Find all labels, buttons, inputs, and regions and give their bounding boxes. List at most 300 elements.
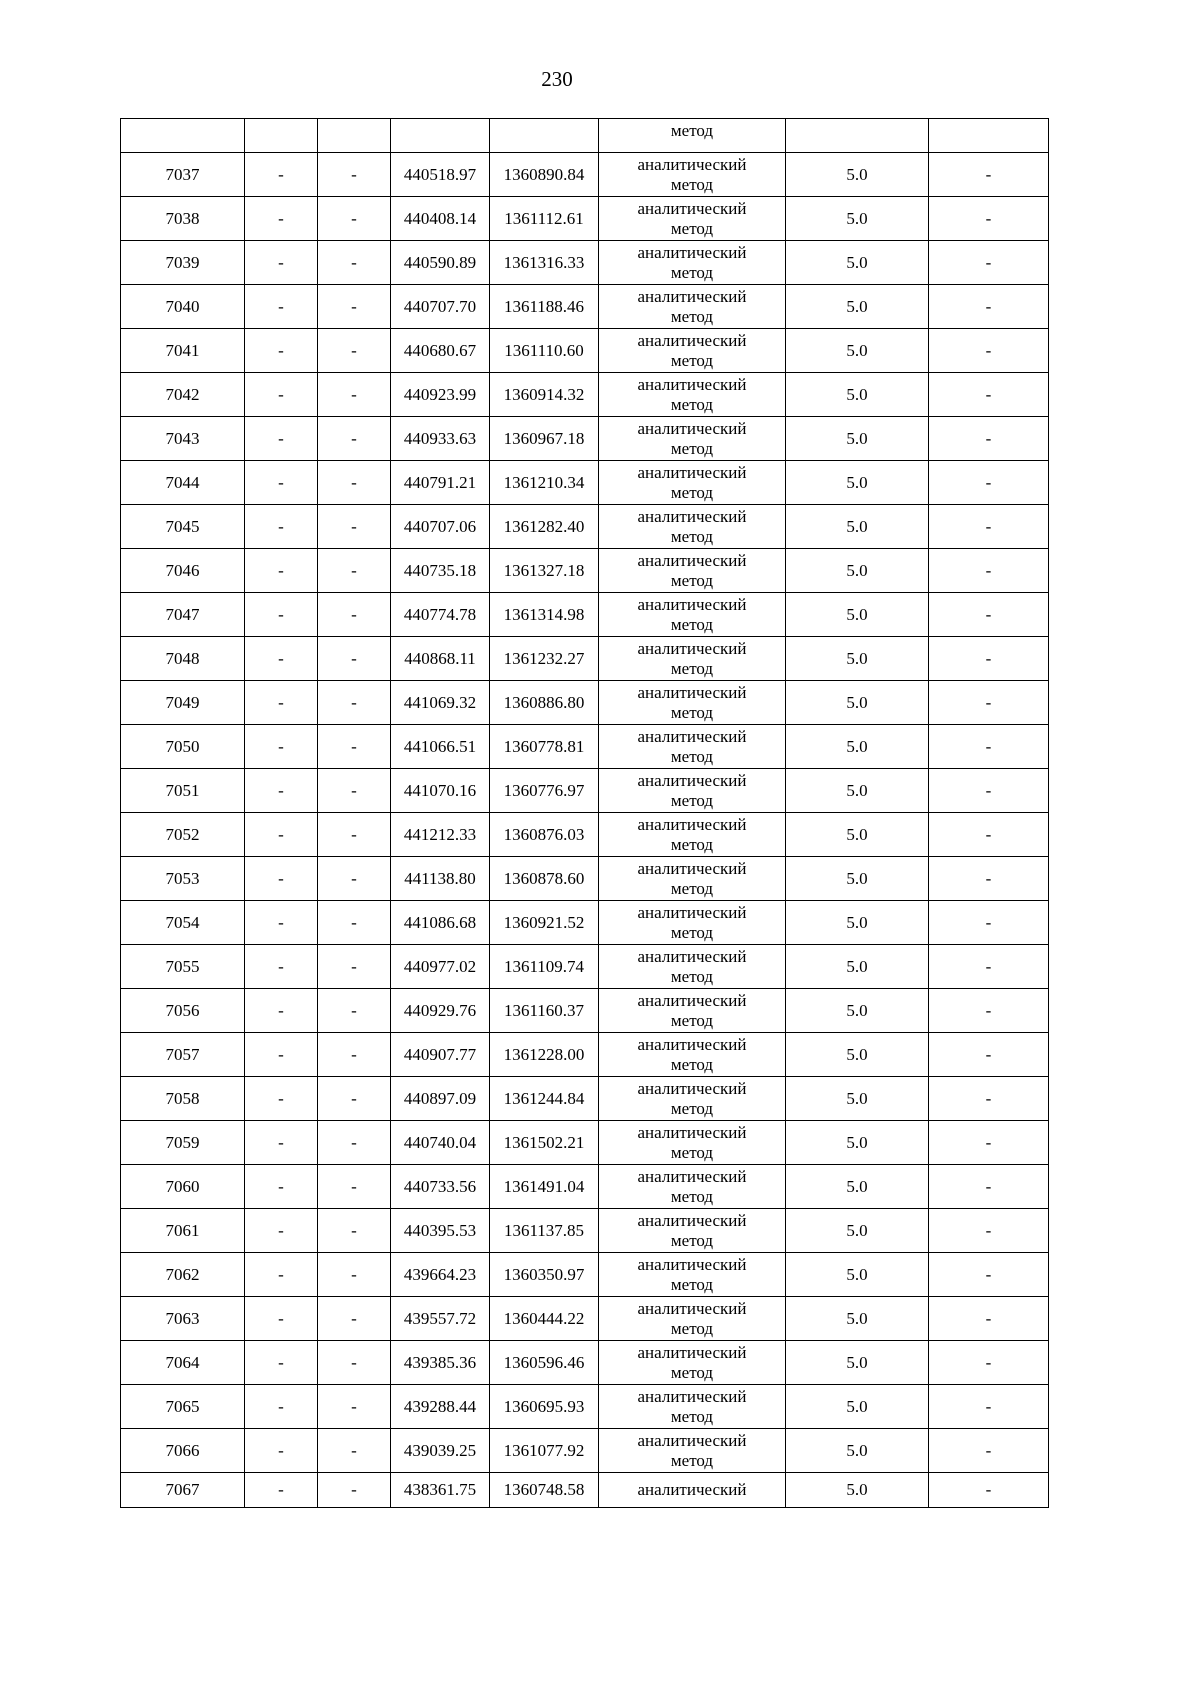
method-line-2: метод (670, 658, 714, 678)
accuracy-cell: 5.0 (786, 857, 929, 901)
method-line-1: аналитический (637, 726, 747, 746)
dash-cell: - (929, 197, 1049, 241)
method-line-2: метод (670, 526, 714, 546)
method-line-1: аналитический (637, 990, 747, 1010)
point-id-cell: 7048 (121, 637, 245, 681)
method-line-2: метод (670, 570, 714, 590)
point-id-cell: 7054 (121, 901, 245, 945)
dash-cell: - (929, 1121, 1049, 1165)
point-id-cell: 7062 (121, 1253, 245, 1297)
point-id-cell: 7056 (121, 989, 245, 1033)
x-coordinate-cell: 440977.02 (391, 945, 490, 989)
table-row (121, 285, 1049, 329)
method-line-2: метод (670, 1406, 714, 1426)
y-coordinate-cell: 1360876.03 (490, 813, 599, 857)
dash-cell: - (245, 1209, 318, 1253)
method-cell (599, 1121, 786, 1165)
table-cell (391, 119, 490, 153)
accuracy-cell: 5.0 (786, 197, 929, 241)
accuracy-cell: 5.0 (786, 505, 929, 549)
method-cell (599, 989, 786, 1033)
dash-cell: - (929, 1209, 1049, 1253)
method-line-1: аналитический (637, 902, 747, 922)
table-row (121, 681, 1049, 725)
method-line-1: аналитический (637, 1254, 747, 1274)
point-id-cell: 7043 (121, 417, 245, 461)
method-cell (599, 945, 786, 989)
point-id-cell: 7038 (121, 197, 245, 241)
x-coordinate-cell: 439664.23 (391, 1253, 490, 1297)
dash-cell: - (318, 1429, 391, 1473)
table-row (121, 901, 1049, 945)
dash-cell: - (929, 1165, 1049, 1209)
y-coordinate-cell: 1360886.80 (490, 681, 599, 725)
method-line-2: метод (670, 1230, 714, 1250)
dash-cell: - (318, 681, 391, 725)
y-coordinate-cell: 1360914.32 (490, 373, 599, 417)
dash-cell: - (245, 813, 318, 857)
dash-cell: - (929, 417, 1049, 461)
dash-cell: - (318, 1297, 391, 1341)
dash-cell: - (245, 1297, 318, 1341)
method-line-1: аналитический (637, 198, 747, 218)
y-coordinate-cell: 1361316.33 (490, 241, 599, 285)
dash-cell: - (245, 1385, 318, 1429)
point-id-cell: 7061 (121, 1209, 245, 1253)
x-coordinate-cell: 440933.63 (391, 417, 490, 461)
table-row (121, 549, 1049, 593)
method-cell (599, 197, 786, 241)
dash-cell: - (929, 637, 1049, 681)
x-coordinate-cell: 438361.75 (391, 1473, 490, 1508)
point-id-cell: 7044 (121, 461, 245, 505)
method-cell (599, 1209, 786, 1253)
accuracy-cell: 5.0 (786, 373, 929, 417)
x-coordinate-cell: 441212.33 (391, 813, 490, 857)
x-coordinate-cell: 440707.70 (391, 285, 490, 329)
x-coordinate-cell: 441138.80 (391, 857, 490, 901)
x-coordinate-cell: 439557.72 (391, 1297, 490, 1341)
dash-cell: - (318, 901, 391, 945)
table-row (121, 1033, 1049, 1077)
method-line-2: метод (670, 1010, 714, 1030)
accuracy-cell: 5.0 (786, 1165, 929, 1209)
accuracy-cell: 5.0 (786, 241, 929, 285)
dash-cell: - (245, 1077, 318, 1121)
dash-cell: - (245, 637, 318, 681)
dash-cell: - (929, 857, 1049, 901)
method-line-1: аналитический (637, 374, 747, 394)
dash-cell: - (318, 329, 391, 373)
x-coordinate-cell: 440923.99 (391, 373, 490, 417)
dash-cell: - (318, 1165, 391, 1209)
accuracy-cell: 5.0 (786, 153, 929, 197)
accuracy-cell: 5.0 (786, 1385, 929, 1429)
point-id-cell: 7065 (121, 1385, 245, 1429)
dash-cell: - (245, 1033, 318, 1077)
method-cell (599, 549, 786, 593)
method-cell (599, 417, 786, 461)
y-coordinate-cell: 1361188.46 (490, 285, 599, 329)
table-row (121, 197, 1049, 241)
method-line-1: аналитический (637, 1480, 747, 1499)
y-coordinate-cell: 1361327.18 (490, 549, 599, 593)
dash-cell: - (929, 901, 1049, 945)
method-cell (599, 637, 786, 681)
dash-cell: - (245, 593, 318, 637)
method-line-2: метод (670, 1362, 714, 1382)
dash-cell: - (929, 945, 1049, 989)
y-coordinate-cell: 1360596.46 (490, 1341, 599, 1385)
accuracy-cell: 5.0 (786, 1209, 929, 1253)
x-coordinate-cell: 440907.77 (391, 1033, 490, 1077)
dash-cell: - (318, 637, 391, 681)
dash-cell: - (318, 153, 391, 197)
dash-cell: - (245, 153, 318, 197)
table-row (121, 769, 1049, 813)
method-cell (599, 593, 786, 637)
accuracy-cell: 5.0 (786, 1297, 929, 1341)
dash-cell: - (318, 857, 391, 901)
accuracy-cell: 5.0 (786, 945, 929, 989)
method-cell (599, 373, 786, 417)
x-coordinate-cell: 440774.78 (391, 593, 490, 637)
y-coordinate-cell: 1360748.58 (490, 1473, 599, 1508)
dash-cell: - (929, 1297, 1049, 1341)
table-row (121, 637, 1049, 681)
accuracy-cell: 5.0 (786, 1429, 929, 1473)
dash-cell: - (929, 505, 1049, 549)
dash-cell: - (318, 1341, 391, 1385)
accuracy-cell: 5.0 (786, 461, 929, 505)
dash-cell: - (929, 373, 1049, 417)
method-cell (599, 769, 786, 813)
point-id-cell: 7037 (121, 153, 245, 197)
method-line-1: аналитический (637, 770, 747, 790)
method-cell (599, 1429, 786, 1473)
method-line-2: метод (670, 1098, 714, 1118)
table-row (121, 505, 1049, 549)
table-row (121, 1429, 1049, 1473)
dash-cell: - (318, 945, 391, 989)
coordinates-table (120, 118, 1049, 1508)
dash-cell: - (245, 461, 318, 505)
dash-cell: - (245, 1341, 318, 1385)
dash-cell: - (318, 1033, 391, 1077)
method-line-2: метод (670, 174, 714, 194)
method-line-2: метод (670, 746, 714, 766)
method-cell (599, 1033, 786, 1077)
page-number: 230 (541, 67, 573, 91)
table-row (121, 1385, 1049, 1429)
accuracy-cell: 5.0 (786, 901, 929, 945)
y-coordinate-cell: 1361244.84 (490, 1077, 599, 1121)
method-cell (599, 813, 786, 857)
method-cell (599, 1253, 786, 1297)
accuracy-cell: 5.0 (786, 813, 929, 857)
x-coordinate-cell: 441086.68 (391, 901, 490, 945)
table-cell (786, 119, 929, 153)
method-line-2: метод (670, 1450, 714, 1470)
y-coordinate-cell: 1361109.74 (490, 945, 599, 989)
accuracy-cell: 5.0 (786, 593, 929, 637)
x-coordinate-cell: 439385.36 (391, 1341, 490, 1385)
dash-cell: - (318, 461, 391, 505)
y-coordinate-cell: 1361112.61 (490, 197, 599, 241)
method-cell (599, 241, 786, 285)
dash-cell: - (245, 1473, 318, 1508)
dash-cell: - (318, 1077, 391, 1121)
x-coordinate-cell: 440590.89 (391, 241, 490, 285)
method-cell (599, 1297, 786, 1341)
method-line-2: метод (670, 438, 714, 458)
dash-cell: - (245, 197, 318, 241)
method-line-2: метод (670, 218, 714, 238)
dash-cell: - (245, 1253, 318, 1297)
table-cell (929, 119, 1049, 153)
method-line-1: аналитический (637, 1122, 747, 1142)
table-cell (490, 119, 599, 153)
dash-cell: - (318, 725, 391, 769)
y-coordinate-cell: 1360967.18 (490, 417, 599, 461)
dash-cell: - (318, 813, 391, 857)
dash-cell: - (929, 153, 1049, 197)
dash-cell: - (245, 549, 318, 593)
method-cell (599, 461, 786, 505)
y-coordinate-cell: 1361160.37 (490, 989, 599, 1033)
method-line-1: аналитический (637, 286, 747, 306)
x-coordinate-cell: 440735.18 (391, 549, 490, 593)
method-cell (599, 725, 786, 769)
dash-cell: - (245, 857, 318, 901)
table-row (121, 1253, 1049, 1297)
point-id-cell: 7067 (121, 1473, 245, 1508)
y-coordinate-cell: 1361110.60 (490, 329, 599, 373)
method-line-1: аналитический (637, 418, 747, 438)
method-line-1: аналитический (637, 154, 747, 174)
y-coordinate-cell: 1361491.04 (490, 1165, 599, 1209)
dash-cell: - (929, 1429, 1049, 1473)
y-coordinate-cell: 1360350.97 (490, 1253, 599, 1297)
method-line-2: метод (670, 614, 714, 634)
y-coordinate-cell: 1360878.60 (490, 857, 599, 901)
dash-cell: - (929, 989, 1049, 1033)
x-coordinate-cell: 439288.44 (391, 1385, 490, 1429)
y-coordinate-cell: 1360921.52 (490, 901, 599, 945)
dash-cell: - (318, 593, 391, 637)
point-id-cell: 7057 (121, 1033, 245, 1077)
x-coordinate-cell: 439039.25 (391, 1429, 490, 1473)
method-line-1: аналитический (637, 462, 747, 482)
accuracy-cell: 5.0 (786, 769, 929, 813)
x-coordinate-cell: 441070.16 (391, 769, 490, 813)
method-line-1: аналитический (637, 1166, 747, 1186)
dash-cell: - (318, 417, 391, 461)
table-row (121, 1341, 1049, 1385)
accuracy-cell: 5.0 (786, 549, 929, 593)
method-line-1: аналитический (637, 594, 747, 614)
x-coordinate-cell: 440791.21 (391, 461, 490, 505)
dash-cell: - (245, 505, 318, 549)
method-cell (599, 901, 786, 945)
table-row (121, 1165, 1049, 1209)
x-coordinate-cell: 440868.11 (391, 637, 490, 681)
method-line-1: аналитический (637, 330, 747, 350)
dash-cell: - (245, 681, 318, 725)
point-id-cell: 7053 (121, 857, 245, 901)
accuracy-cell: 5.0 (786, 329, 929, 373)
dash-cell: - (318, 769, 391, 813)
method-line-1: аналитический (637, 946, 747, 966)
accuracy-cell: 5.0 (786, 1121, 929, 1165)
y-coordinate-cell: 1361137.85 (490, 1209, 599, 1253)
dash-cell: - (929, 1077, 1049, 1121)
method-cell (599, 857, 786, 901)
dash-cell: - (318, 1253, 391, 1297)
dash-cell: - (318, 197, 391, 241)
point-id-cell: 7058 (121, 1077, 245, 1121)
x-coordinate-cell: 440733.56 (391, 1165, 490, 1209)
table-row (121, 373, 1049, 417)
dash-cell: - (245, 373, 318, 417)
dash-cell: - (929, 241, 1049, 285)
method-line-1: аналитический (637, 682, 747, 702)
method-line-2: метод (670, 394, 714, 414)
dash-cell: - (318, 1473, 391, 1508)
method-cell (599, 505, 786, 549)
dash-cell: - (929, 681, 1049, 725)
table-row (121, 1473, 1049, 1508)
method-line-2: метод (670, 1318, 714, 1338)
table-row (121, 417, 1049, 461)
accuracy-cell: 5.0 (786, 417, 929, 461)
method-cell (599, 153, 786, 197)
method-cell (599, 285, 786, 329)
method-line-2: метод (670, 482, 714, 502)
table-row (121, 1077, 1049, 1121)
dash-cell: - (245, 1121, 318, 1165)
method-line-2: метод (670, 702, 714, 722)
dash-cell: - (245, 769, 318, 813)
dash-cell: - (318, 549, 391, 593)
dash-cell: - (318, 505, 391, 549)
table-row (121, 725, 1049, 769)
method-line-1: аналитический (637, 1386, 747, 1406)
dash-cell: - (245, 725, 318, 769)
accuracy-cell: 5.0 (786, 1473, 929, 1508)
dash-cell: - (929, 461, 1049, 505)
x-coordinate-cell: 440897.09 (391, 1077, 490, 1121)
method-line-2: метод (670, 306, 714, 326)
method-cell (599, 1165, 786, 1209)
dash-cell: - (245, 329, 318, 373)
method-line-2: метод (670, 1274, 714, 1294)
dash-cell: - (318, 989, 391, 1033)
method-line-1: аналитический (637, 1430, 747, 1450)
y-coordinate-cell: 1361210.34 (490, 461, 599, 505)
method-cell (599, 1473, 786, 1508)
accuracy-cell: 5.0 (786, 1253, 929, 1297)
point-id-cell: 7055 (121, 945, 245, 989)
y-coordinate-cell: 1361077.92 (490, 1429, 599, 1473)
dash-cell: - (245, 1429, 318, 1473)
x-coordinate-cell: 440395.53 (391, 1209, 490, 1253)
y-coordinate-cell: 1360778.81 (490, 725, 599, 769)
dash-cell: - (929, 1033, 1049, 1077)
accuracy-cell: 5.0 (786, 285, 929, 329)
dash-cell: - (929, 285, 1049, 329)
dash-cell: - (318, 1209, 391, 1253)
dash-cell: - (929, 813, 1049, 857)
table-cell (121, 119, 245, 153)
method-line-1: аналитический (637, 1342, 747, 1362)
point-id-cell: 7051 (121, 769, 245, 813)
accuracy-cell: 5.0 (786, 725, 929, 769)
table-row (121, 461, 1049, 505)
method-line-2: метод (670, 262, 714, 282)
method-line-2: метод (670, 1186, 714, 1206)
dash-cell: - (929, 1473, 1049, 1508)
dash-cell: - (929, 329, 1049, 373)
point-id-cell: 7047 (121, 593, 245, 637)
method-line-1: аналитический (637, 1298, 747, 1318)
method-line-2: метод (670, 1142, 714, 1162)
table-row (121, 945, 1049, 989)
dash-cell: - (318, 373, 391, 417)
accuracy-cell: 5.0 (786, 1033, 929, 1077)
point-id-cell: 7039 (121, 241, 245, 285)
dash-cell: - (245, 901, 318, 945)
method-cell: метод (599, 119, 786, 153)
method-line-2: метод (670, 1054, 714, 1074)
dash-cell: - (318, 241, 391, 285)
accuracy-cell: 5.0 (786, 1077, 929, 1121)
dash-cell: - (929, 769, 1049, 813)
method-line-1: аналитический (637, 1034, 747, 1054)
point-id-cell: 7052 (121, 813, 245, 857)
point-id-cell: 7040 (121, 285, 245, 329)
x-coordinate-cell: 440929.76 (391, 989, 490, 1033)
table-row (121, 989, 1049, 1033)
table-row (121, 1297, 1049, 1341)
point-id-cell: 7066 (121, 1429, 245, 1473)
x-coordinate-cell: 441069.32 (391, 681, 490, 725)
point-id-cell: 7059 (121, 1121, 245, 1165)
point-id-cell: 7060 (121, 1165, 245, 1209)
dash-cell: - (929, 1341, 1049, 1385)
dash-cell: - (929, 593, 1049, 637)
table-row (121, 593, 1049, 637)
table-row (121, 329, 1049, 373)
method-line-1: аналитический (637, 506, 747, 526)
table-row (121, 857, 1049, 901)
dash-cell: - (929, 1385, 1049, 1429)
method-line-2: метод (670, 922, 714, 942)
dash-cell: - (929, 725, 1049, 769)
x-coordinate-cell: 440680.67 (391, 329, 490, 373)
dash-cell: - (245, 417, 318, 461)
y-coordinate-cell: 1361502.21 (490, 1121, 599, 1165)
table-row (121, 241, 1049, 285)
method-cell (599, 329, 786, 373)
dash-cell: - (245, 945, 318, 989)
accuracy-cell: 5.0 (786, 637, 929, 681)
continuation-row (121, 119, 1049, 153)
point-id-cell: 7046 (121, 549, 245, 593)
y-coordinate-cell: 1360695.93 (490, 1385, 599, 1429)
table-cell (318, 119, 391, 153)
table-row (121, 153, 1049, 197)
